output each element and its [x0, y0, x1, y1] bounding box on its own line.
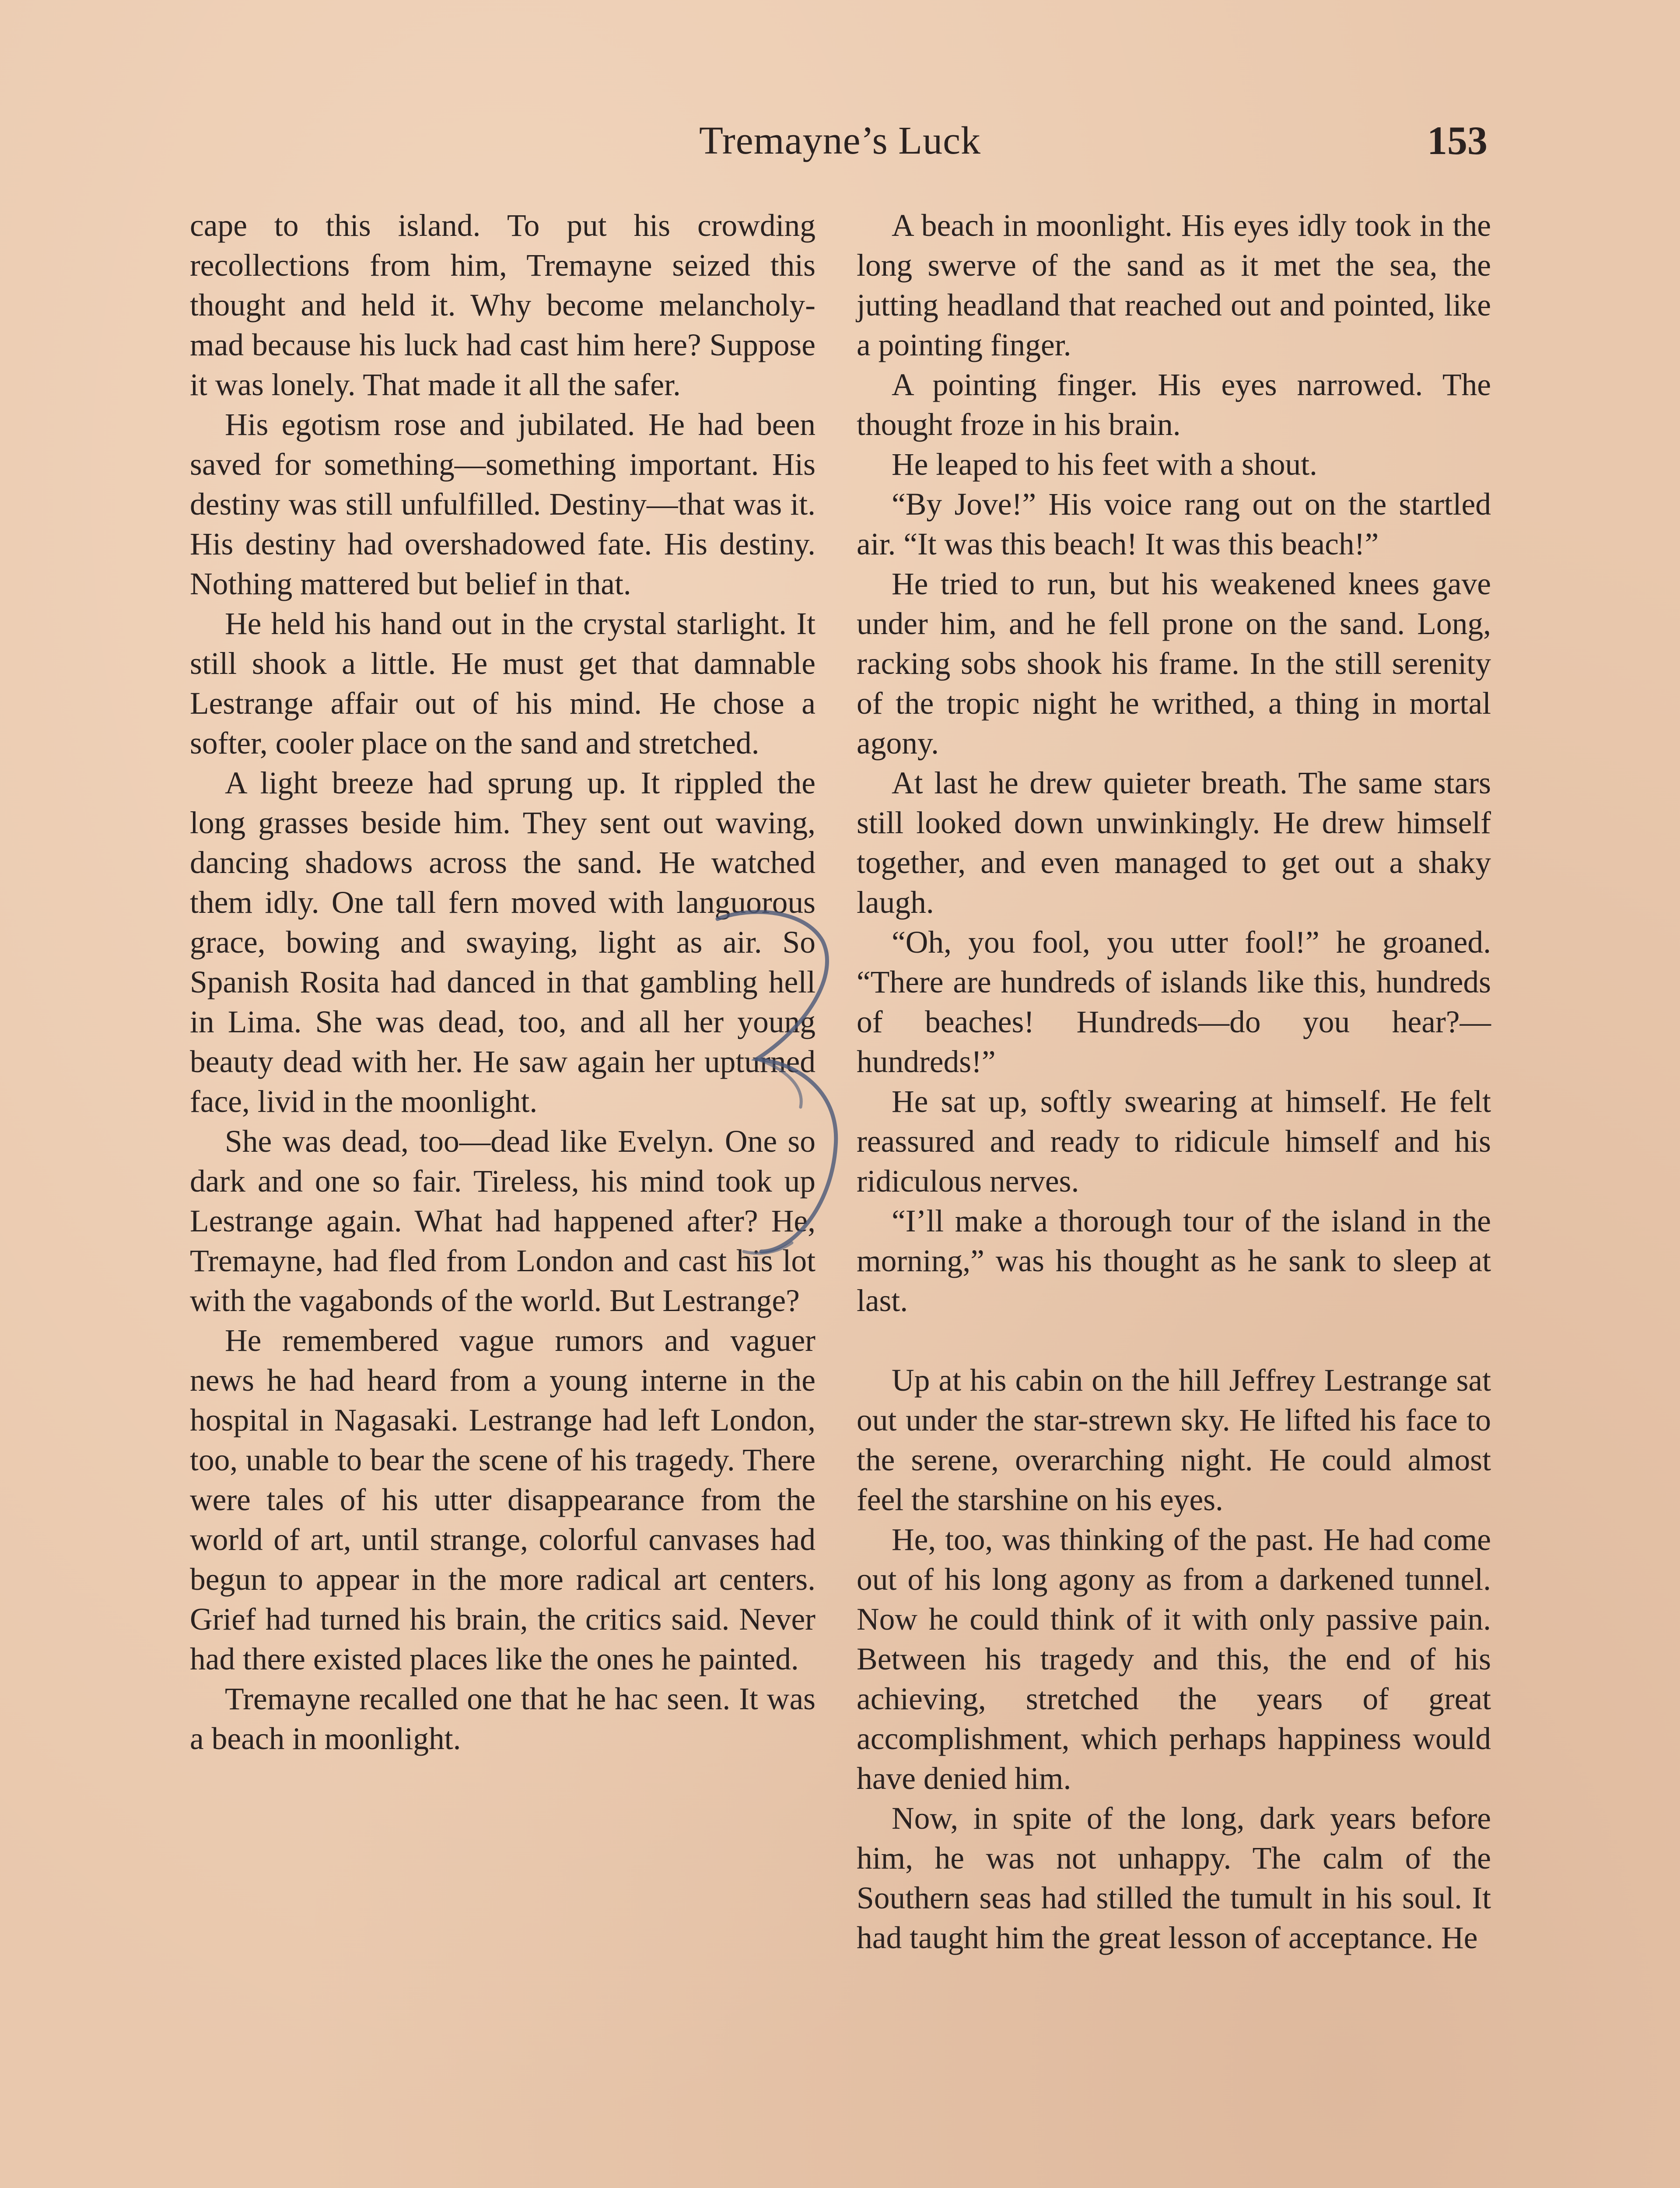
- paragraph: cape to this island. To put his crowding recollections from him, Tremayne seized this thought and held it. Why become melancholy-mad because his luck had cast him here? Suppose it was lonely. That made it all the safer.: [190, 208, 816, 402]
- paragraph: She was dead, too—dead like Evelyn. One so dark and one so fair. Tireless, his mind took up Lestrange again. What had happened after? He, Tremayne, had fled from London and cast his lot with the vagabonds of the world. But Lestrange?: [190, 1124, 816, 1318]
- paragraph: He sat up, softly swearing at himself. He felt reassured and ready to ridicule himself and his ridiculous nerves.: [857, 1084, 1491, 1199]
- paragraph: “By Jove!” His voice rang out on the startled air. “It was this beach! It was this beach!”: [857, 487, 1491, 561]
- paragraph: A beach in moonlight. His eyes idly took in the long swerve of the sand as it met the sea, the jutting headland that reached out and pointed, like a pointing finger.: [857, 208, 1491, 362]
- paragraph: Now, in spite of the long, dark years before him, he was not unhappy. The calm of the Southern seas had stilled the tumult in his soul. It had taught him the great lesson of acceptance. He: [857, 1801, 1491, 1955]
- paragraph: “I’ll make a thorough tour of the island in the morning,” was his thought as he sank to sleep at last.: [857, 1204, 1491, 1318]
- paragraph: A pointing finger. His eyes narrowed. The thought froze in his brain.: [857, 368, 1491, 442]
- paragraph: Tremayne recalled one that he hac seen. It was a beach in moonlight.: [190, 1682, 816, 1756]
- paragraph: “Oh, you fool, you utter fool!” he groaned. “There are hundreds of islands like this, hundreds of beaches! Hundreds—do you hear?—hundreds!”: [857, 925, 1491, 1079]
- paragraph: Up at his cabin on the hill Jeffrey Lestrange sat out under the star-strewn sky. He lifted his face to the serene, overarching night. He could almost feel the starshine on his eyes.: [857, 1363, 1491, 1517]
- paragraph: A light breeze had sprung up. It rippled the long grasses beside him. They sent out waving, dancing shadows across the sand. He watched them idly. One tall fern moved with languorous grace, bowing and swaying, light as air. So Spanish Rosita had danced in that gambling hell in Lima. She was dead, too, and all her young beauty dead with her. He saw again her upturned face, livid in the moonlight.: [190, 766, 816, 1119]
- paragraph: He tried to run, but his weakened knees gave under him, and he fell prone on the sand. Long, racking sobs shook his frame. In the still serenity of the tropic night he writhed, a thing in mortal agony.: [857, 567, 1491, 761]
- left-text-column: [190, 206, 816, 1759]
- paragraph: At last he drew quieter breath. The same stars still looked down unwinkingly. He drew himself together, and even managed to get out a shaky laugh.: [857, 766, 1491, 920]
- paragraph: He held his hand out in the crystal starlight. It still shook a little. He must get that damnable Lestrange affair out of his mind. He chose a softer, cooler place on the sand and stretched.: [190, 607, 816, 761]
- running-head-title: Tremayne’s Luck: [699, 119, 981, 162]
- paragraph: He remembered vague rumors and vaguer news he had heard from a young interne in the hospital in Nagasaki. Lestrange had left London, too, unable to bear the scene of his tragedy. There were tales of his utter disappearance from the world of art, until strange, colorful canvases had begun to appear in the more radical art centers. Grief had turned his brain, the critics said. Never had there existed places like the ones he painted.: [190, 1323, 816, 1676]
- paragraph: His egotism rose and jubilated. He had been saved for something—something important. His destiny was still unfulfilled. Destiny—that was it. His destiny had overshadowed fate. His destiny. Nothing mattered but belief in that.: [190, 407, 816, 601]
- paragraph: He, too, was thinking of the past. He had come out of his long agony as from a darkened tunnel. Now he could think of it with only passive pain. Between his tragedy and this, the end of his achieving, stretched the years of great accomplishment, which perhaps happiness would have denied him.: [857, 1522, 1491, 1796]
- page-number: 153: [1427, 118, 1488, 163]
- paragraph: He leaped to his feet with a shout.: [892, 447, 1317, 482]
- right-text-column: [857, 206, 1491, 1958]
